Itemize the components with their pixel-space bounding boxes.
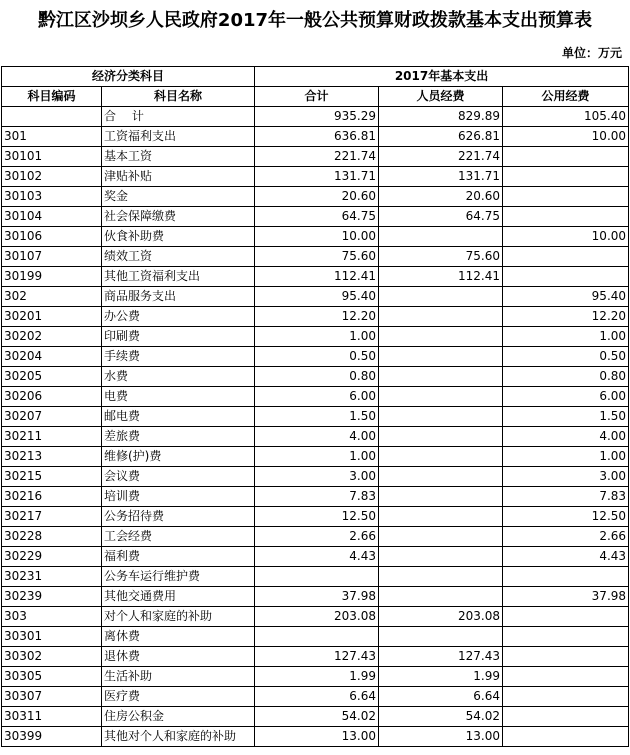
row-personnel: 112.41 (379, 267, 503, 287)
row-personnel (379, 587, 503, 607)
row-total: 12.50 (255, 507, 379, 527)
row-code: 30217 (2, 507, 102, 527)
row-total (255, 567, 379, 587)
row-public: 12.20 (503, 307, 629, 327)
row-personnel: 127.43 (379, 647, 503, 667)
row-public (503, 647, 629, 667)
table-row (2, 527, 629, 547)
row-personnel (379, 507, 503, 527)
row-public: 10.00 (503, 227, 629, 247)
row-total: 0.80 (255, 367, 379, 387)
table-row (2, 547, 629, 567)
row-code: 30205 (2, 367, 102, 387)
table-row (2, 147, 629, 167)
table-row (2, 227, 629, 247)
budget-table (1, 66, 629, 747)
row-code: 30101 (2, 147, 102, 167)
row-total: 1.50 (255, 407, 379, 427)
row-public: 2.66 (503, 527, 629, 547)
table-row (2, 347, 629, 367)
table-row (2, 507, 629, 527)
row-code: 30301 (2, 627, 102, 647)
row-name: 对个人和家庭的补助 (102, 607, 255, 627)
row-personnel (379, 567, 503, 587)
row-public: 1.50 (503, 407, 629, 427)
row-total: 13.00 (255, 727, 379, 747)
row-total: 112.41 (255, 267, 379, 287)
row-public: 95.40 (503, 287, 629, 307)
row-name: 基本工资 (102, 147, 255, 167)
row-public: 7.83 (503, 487, 629, 507)
row-public (503, 247, 629, 267)
row-code: 302 (2, 287, 102, 307)
table-row (2, 667, 629, 687)
row-code: 30307 (2, 687, 102, 707)
row-total (255, 627, 379, 647)
table-row (2, 567, 629, 587)
row-name: 办公费 (102, 307, 255, 327)
row-personnel (379, 347, 503, 367)
row-code: 30228 (2, 527, 102, 547)
row-total: 1.99 (255, 667, 379, 687)
row-name: 手续费 (102, 347, 255, 367)
header-name: 科目名称 (102, 87, 255, 107)
header-total: 合计 (255, 87, 379, 107)
row-total: 4.43 (255, 547, 379, 567)
row-code: 30305 (2, 667, 102, 687)
row-code: 30215 (2, 467, 102, 487)
table-row (2, 407, 629, 427)
row-personnel (379, 627, 503, 647)
row-name: 其他交通费用 (102, 587, 255, 607)
row-code: 30302 (2, 647, 102, 667)
row-name: 邮电费 (102, 407, 255, 427)
row-total: 127.43 (255, 647, 379, 667)
row-public (503, 607, 629, 627)
row-public (503, 147, 629, 167)
row-code: 30311 (2, 707, 102, 727)
row-public (503, 167, 629, 187)
row-name: 医疗费 (102, 687, 255, 707)
table-row (2, 427, 629, 447)
row-total: 1.00 (255, 447, 379, 467)
header-personnel: 人员经费 (379, 87, 503, 107)
row-total: 20.60 (255, 187, 379, 207)
table-row (2, 707, 629, 727)
row-code: 30199 (2, 267, 102, 287)
row-name: 离休费 (102, 627, 255, 647)
row-name: 住房公积金 (102, 707, 255, 727)
row-code: 30211 (2, 427, 102, 447)
unit-label: 单位：万元 (561, 46, 622, 60)
row-name: 工资福利支出 (102, 127, 255, 147)
row-name: 奖金 (102, 187, 255, 207)
row-name: 其他对个人和家庭的补助 (102, 727, 255, 747)
row-total: 3.00 (255, 467, 379, 487)
row-name: 退休费 (102, 647, 255, 667)
row-name: 津贴补贴 (102, 167, 255, 187)
table-row (2, 267, 629, 287)
row-name: 维修(护)费 (102, 447, 255, 467)
row-public (503, 727, 629, 747)
row-personnel: 64.75 (379, 207, 503, 227)
row-code (2, 107, 102, 127)
row-code: 30102 (2, 167, 102, 187)
row-code: 30239 (2, 587, 102, 607)
row-total: 0.50 (255, 347, 379, 367)
row-personnel: 626.81 (379, 127, 503, 147)
row-code: 30107 (2, 247, 102, 267)
row-name: 合 计 (102, 107, 255, 127)
table-row (2, 307, 629, 327)
row-name: 生活补助 (102, 667, 255, 687)
row-name: 工会经费 (102, 527, 255, 547)
row-code: 30399 (2, 727, 102, 747)
table-row (2, 367, 629, 387)
row-code: 30204 (2, 347, 102, 367)
row-total: 6.64 (255, 687, 379, 707)
row-public (503, 667, 629, 687)
row-code: 30106 (2, 227, 102, 247)
row-total: 4.00 (255, 427, 379, 447)
row-personnel (379, 367, 503, 387)
table-row (2, 107, 629, 127)
row-total: 203.08 (255, 607, 379, 627)
header-public: 公用经费 (503, 87, 629, 107)
row-code: 30104 (2, 207, 102, 227)
table-row (2, 287, 629, 307)
table-row (2, 187, 629, 207)
row-code: 30202 (2, 327, 102, 347)
row-name: 差旅费 (102, 427, 255, 447)
header-group-row (2, 67, 629, 87)
row-name: 印刷费 (102, 327, 255, 347)
row-personnel (379, 427, 503, 447)
row-total: 37.98 (255, 587, 379, 607)
row-personnel (379, 307, 503, 327)
table-row (2, 447, 629, 467)
row-name: 水费 (102, 367, 255, 387)
table-row (2, 487, 629, 507)
row-personnel (379, 487, 503, 507)
row-public (503, 707, 629, 727)
row-personnel: 13.00 (379, 727, 503, 747)
table-row (2, 247, 629, 267)
row-name: 绩效工资 (102, 247, 255, 267)
table-row (2, 607, 629, 627)
row-public: 10.00 (503, 127, 629, 147)
row-personnel (379, 327, 503, 347)
row-total: 221.74 (255, 147, 379, 167)
row-code: 30207 (2, 407, 102, 427)
table-row (2, 467, 629, 487)
row-name: 福利费 (102, 547, 255, 567)
row-total: 2.66 (255, 527, 379, 547)
row-public: 4.43 (503, 547, 629, 567)
row-total: 95.40 (255, 287, 379, 307)
row-personnel: 221.74 (379, 147, 503, 167)
row-total: 636.81 (255, 127, 379, 147)
row-personnel: 829.89 (379, 107, 503, 127)
row-public (503, 267, 629, 287)
table-row (2, 207, 629, 227)
row-total: 75.60 (255, 247, 379, 267)
header-code: 科目编码 (2, 87, 102, 107)
row-public: 37.98 (503, 587, 629, 607)
row-public: 0.80 (503, 367, 629, 387)
row-personnel: 131.71 (379, 167, 503, 187)
row-code: 30213 (2, 447, 102, 467)
row-name: 社会保障缴费 (102, 207, 255, 227)
table-row (2, 647, 629, 667)
row-name: 其他工资福利支出 (102, 267, 255, 287)
table-row (2, 327, 629, 347)
header-column-row (2, 87, 629, 107)
row-total: 935.29 (255, 107, 379, 127)
table-row (2, 727, 629, 747)
row-public: 0.50 (503, 347, 629, 367)
row-personnel (379, 287, 503, 307)
row-total: 10.00 (255, 227, 379, 247)
table-body (2, 107, 629, 747)
row-personnel (379, 227, 503, 247)
row-personnel (379, 527, 503, 547)
row-public: 4.00 (503, 427, 629, 447)
row-personnel (379, 447, 503, 467)
row-personnel: 6.64 (379, 687, 503, 707)
row-public: 105.40 (503, 107, 629, 127)
table-row (2, 587, 629, 607)
row-name: 电费 (102, 387, 255, 407)
row-public (503, 567, 629, 587)
table-row (2, 387, 629, 407)
row-personnel: 1.99 (379, 667, 503, 687)
row-total: 6.00 (255, 387, 379, 407)
row-code: 303 (2, 607, 102, 627)
row-name: 公务车运行维护费 (102, 567, 255, 587)
row-public: 6.00 (503, 387, 629, 407)
row-personnel (379, 387, 503, 407)
row-personnel: 75.60 (379, 247, 503, 267)
row-public: 3.00 (503, 467, 629, 487)
row-total: 64.75 (255, 207, 379, 227)
row-total: 54.02 (255, 707, 379, 727)
header-economic-classification: 经济分类科目 (2, 67, 255, 87)
row-name: 培训费 (102, 487, 255, 507)
row-personnel (379, 547, 503, 567)
row-personnel: 20.60 (379, 187, 503, 207)
row-public (503, 187, 629, 207)
row-code: 30231 (2, 567, 102, 587)
row-name: 伙食补助费 (102, 227, 255, 247)
row-code: 301 (2, 127, 102, 147)
table-row (2, 127, 629, 147)
row-personnel (379, 467, 503, 487)
row-public: 12.50 (503, 507, 629, 527)
row-name: 会议费 (102, 467, 255, 487)
row-code: 30216 (2, 487, 102, 507)
row-code: 30103 (2, 187, 102, 207)
row-public (503, 687, 629, 707)
row-name: 商品服务支出 (102, 287, 255, 307)
row-total: 12.20 (255, 307, 379, 327)
row-total: 1.00 (255, 327, 379, 347)
row-personnel: 203.08 (379, 607, 503, 627)
row-public: 1.00 (503, 327, 629, 347)
row-code: 30201 (2, 307, 102, 327)
row-public: 1.00 (503, 447, 629, 467)
row-public (503, 207, 629, 227)
header-basic-expenditure: 2017年基本支出 (255, 67, 629, 87)
row-personnel (379, 407, 503, 427)
row-personnel: 54.02 (379, 707, 503, 727)
row-code: 30229 (2, 547, 102, 567)
table-row (2, 627, 629, 647)
row-name: 公务招待费 (102, 507, 255, 527)
table-row (2, 167, 629, 187)
row-total: 131.71 (255, 167, 379, 187)
page-title: 黔江区沙坝乡人民政府2017年一般公共预算财政拨款基本支出预算表 (37, 10, 593, 31)
row-total: 7.83 (255, 487, 379, 507)
row-code: 30206 (2, 387, 102, 407)
row-public (503, 627, 629, 647)
table-row (2, 687, 629, 707)
